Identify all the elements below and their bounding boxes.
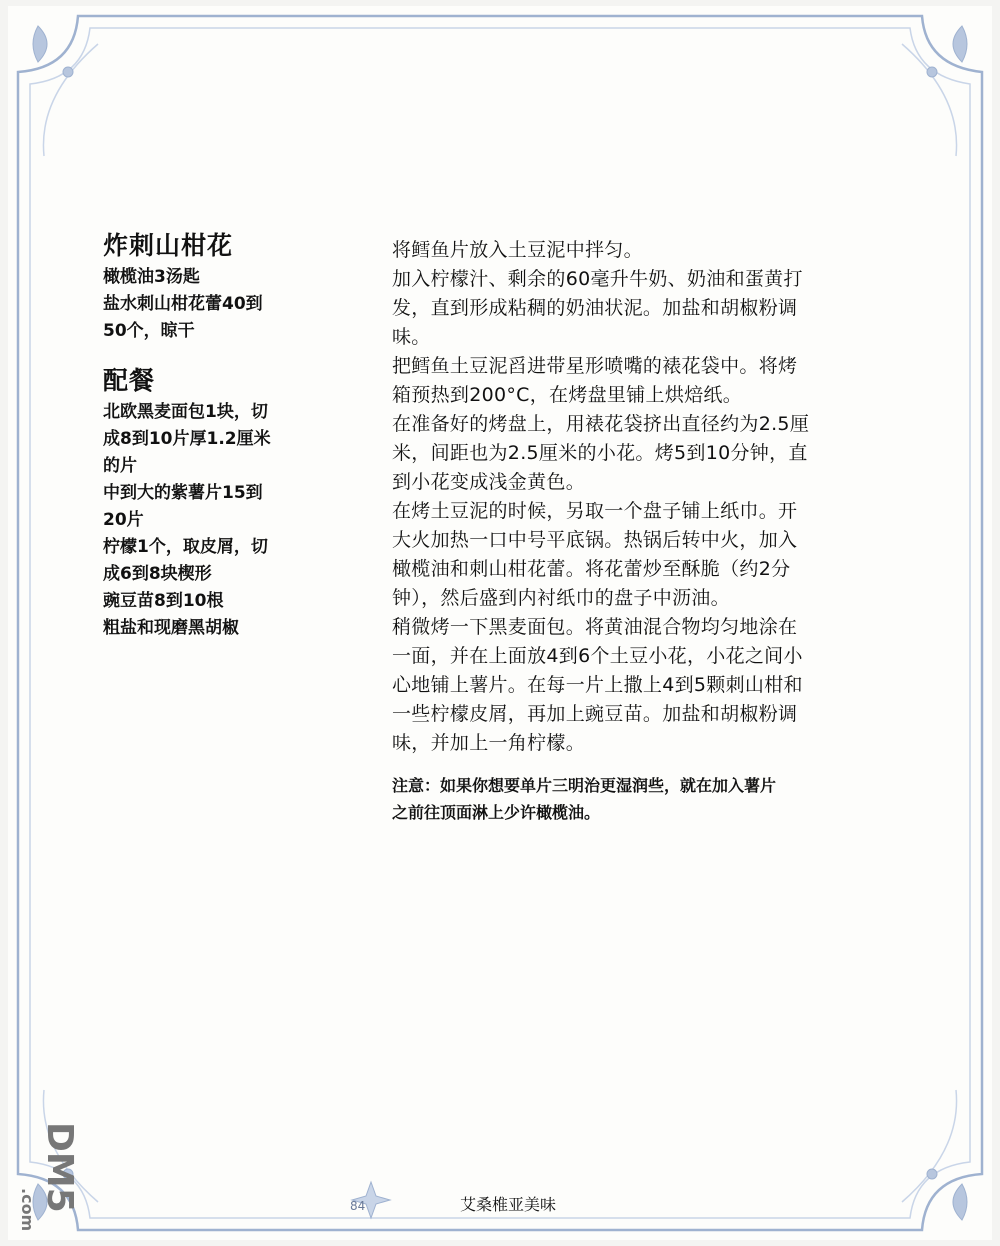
- page-number: 84: [350, 1199, 366, 1213]
- step-line: 钟），然后盛到内衬纸巾的盘子中沥油。: [392, 587, 730, 609]
- side-line: 豌豆苗8到10根: [103, 591, 224, 611]
- recipe-title: 炸刺山柑花: [103, 231, 234, 260]
- side-line: 粗盐和现磨黑胡椒: [103, 618, 239, 638]
- side-line: 中到大的紫薯片15到: [103, 483, 263, 503]
- ingredient-line: 橄榄油3汤匙: [103, 267, 200, 287]
- side-line: 北欧黑麦面包1块，切: [103, 402, 268, 422]
- instructions-column: [392, 236, 912, 826]
- step-line: 在准备好的烤盘上，用裱花袋挤出直径约为2.5厘: [392, 413, 810, 435]
- step-line: 大火加热一口中号平底锅。热锅后转中火，加入: [392, 529, 798, 551]
- step-line: 米，间距也为2.5厘米的小花。烤5到10分钟，直: [392, 442, 808, 464]
- sides-title: 配餐: [103, 366, 156, 395]
- step-line: 一面，并在上面放4到6个土豆小花，小花之间小: [392, 645, 803, 667]
- step-line: 稍微烤一下黑麦面包。将黄油混合物均匀地涂在: [392, 616, 798, 638]
- ingredient-line: 50个，晾干: [103, 321, 195, 341]
- step-line: 橄榄油和刺山柑花蕾。将花蕾炒至酥脆（约2分: [392, 558, 791, 580]
- step-line: 把鳕鱼土豆泥舀进带星形喷嘴的裱花袋中。将烤: [392, 355, 798, 377]
- step-line: 心地铺上薯片。在每一片上撒上4到5颗刺山柑和: [392, 674, 803, 696]
- book-title: 艾桑椎亚美味: [460, 1195, 557, 1214]
- ingredients-column: [103, 228, 353, 642]
- step-line: 味。: [392, 326, 431, 348]
- side-line: 柠檬1个，取皮屑，切: [103, 537, 268, 557]
- step-line: 在烤土豆泥的时候，另取一个盘子铺上纸巾。开: [392, 500, 798, 522]
- step-line: 味，并加上一角柠檬。: [392, 732, 586, 754]
- step-line: 将鳕鱼片放入土豆泥中拌匀。: [392, 239, 643, 261]
- watermark-logo: [4, 1118, 80, 1238]
- side-line: 20片: [103, 510, 144, 530]
- ingredient-line: 盐水刺山柑花蕾40到: [103, 294, 263, 314]
- step-line: 加入柠檬汁、剩余的60毫升牛奶、奶油和蛋黄打: [392, 268, 803, 290]
- step-line: 到小花变成浅金黄色。: [392, 471, 586, 493]
- side-line: 成6到8块楔形: [103, 564, 212, 584]
- page: [8, 6, 992, 1240]
- side-line: 的片: [103, 456, 137, 476]
- watermark-text: DM5: [39, 1122, 80, 1213]
- watermark-suffix: .com: [18, 1188, 37, 1232]
- step-line: 箱预热到200°C，在烤盘里铺上烘焙纸。: [392, 384, 743, 406]
- side-line: 成8到10片厚1.2厘米: [103, 429, 271, 449]
- step-line: 发，直到形成粘稠的奶油状泥。加盐和胡椒粉调: [392, 297, 798, 319]
- step-line: 一些柠檬皮屑，再加上豌豆苗。加盐和胡椒粉调: [392, 703, 798, 725]
- note-line: 注意：如果你想要单片三明治更湿润些，就在加入薯片: [392, 776, 777, 795]
- note-line: 之前往顶面淋上少许橄榄油。: [392, 803, 601, 822]
